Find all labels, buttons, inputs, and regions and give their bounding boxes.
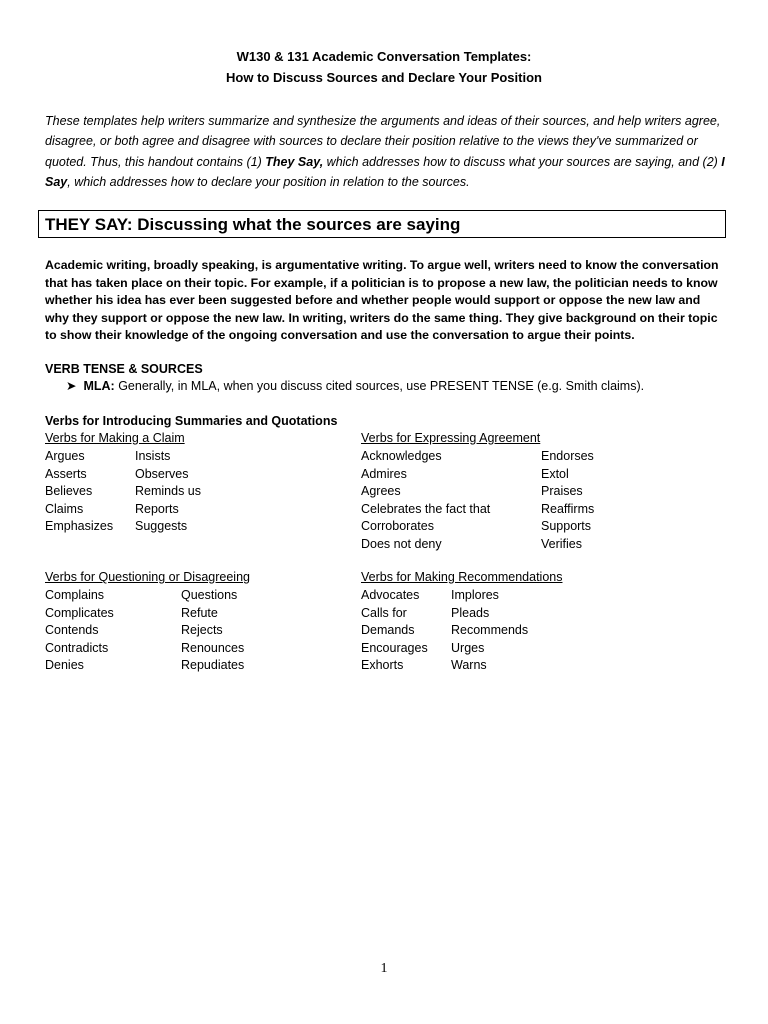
list-item: Endorses xyxy=(541,449,594,463)
agreement-col1 xyxy=(361,448,490,553)
recommendations-col2 xyxy=(451,587,528,675)
questioning-col2 xyxy=(181,587,244,675)
recommendations-col1 xyxy=(361,587,428,675)
list-item: Encourages xyxy=(361,640,428,655)
page-number: 1 xyxy=(380,961,388,976)
list-item: Refute xyxy=(181,605,218,620)
list-item: Urges xyxy=(451,640,485,655)
list-item: Advocates xyxy=(361,588,420,602)
list-item: Agrees xyxy=(361,484,401,498)
claim-heading: Verbs for Making a Claim xyxy=(45,431,185,445)
list-item: Contends xyxy=(45,623,99,637)
questioning-heading: Verbs for Questioning or Disagreeing xyxy=(45,570,250,584)
recommendations-heading: Verbs for Making Recommendations xyxy=(361,570,563,584)
list-item: Praises xyxy=(541,484,583,498)
list-item: Rejects xyxy=(181,623,223,637)
document-title-line1: W130 & 131 Academic Conversation Templates: xyxy=(236,49,532,64)
intro-part1: These templates help writers summarize and synthesize the arguments and ideas of their sources, and help writers agree, disagree, or both agree and disagree with sources to declare their position relative to the views they've summarized or quoted. Thus, this handout contains (1) xyxy=(45,114,721,169)
list-item: Corroborates xyxy=(361,519,434,533)
list-item: Emphasizes xyxy=(45,519,114,533)
section-heading-box xyxy=(38,210,726,238)
list-item: Demands xyxy=(361,623,415,637)
agreement-heading: Verbs for Expressing Agreement xyxy=(361,431,541,445)
list-item: Repudiates xyxy=(181,658,245,672)
claim-col1 xyxy=(45,448,113,536)
questioning-col1 xyxy=(45,587,114,675)
list-item: Extol xyxy=(541,466,569,481)
list-item: Observes xyxy=(135,466,189,481)
list-item: Renounces xyxy=(181,640,245,655)
list-item: Suggests xyxy=(135,519,188,533)
verb-tense-heading: VERB TENSE & SOURCES xyxy=(45,362,203,376)
arrow-bullet-icon: ➤ xyxy=(66,379,77,393)
list-item: Contradicts xyxy=(45,640,109,655)
list-item: Calls for xyxy=(361,605,407,620)
list-item: Verifies xyxy=(541,536,582,551)
list-item: Pleads xyxy=(451,605,490,620)
intro-part3: , which addresses how to declare your position in relation to the sources. xyxy=(67,174,470,189)
list-item: Warns xyxy=(451,658,487,672)
list-item: Denies xyxy=(45,658,84,672)
list-item: Reminds us xyxy=(135,484,201,498)
list-item: Recommends xyxy=(451,623,529,637)
list-item: Insists xyxy=(135,449,171,463)
list-item: Implores xyxy=(451,588,499,602)
intro-paragraph xyxy=(45,111,725,192)
list-item: Questions xyxy=(181,588,238,602)
document-title-line2: How to Discuss Sources and Declare Your Position xyxy=(226,70,542,85)
section-heading: THEY SAY: Discussing what the sources are saying xyxy=(45,215,461,234)
i-say-label: I Say xyxy=(45,154,725,189)
verbs-heading: Verbs for Introducing Summaries and Quotations xyxy=(45,414,338,428)
list-item: Admires xyxy=(361,466,407,481)
list-item: Asserts xyxy=(45,466,87,481)
list-item: Acknowledges xyxy=(361,449,442,463)
list-item: Claims xyxy=(45,501,84,516)
list-item: Reaffirms xyxy=(541,501,595,516)
list-item: Complains xyxy=(45,588,105,602)
mla-bullet xyxy=(66,378,726,396)
list-item: Complicates xyxy=(45,605,114,620)
mla-text: Generally, in MLA, when you discuss cited sources, use PRESENT TENSE (e.g. Smith claims). xyxy=(114,379,645,393)
list-item: Believes xyxy=(45,484,93,498)
body-paragraph: Academic writing, broadly speaking, is argumentative writing. To argue well, writers need to know the conversation that has taken place on their topic. For example, if a politician is to propose a new law, the politician needs to know whether his idea has ever been suggested before and whether people would support or oppose the new law and why they support or oppose the new law. In writing, writers do the same thing. They give background on their topic to show their knowledge of the ongoing conversation and use the conversation to argue their points. xyxy=(45,258,719,342)
list-item: Argues xyxy=(45,449,85,463)
intro-part2: which addresses how to discuss what your sources are saying, and (2) xyxy=(323,154,722,169)
list-item: Reports xyxy=(135,501,179,516)
list-item: Exhorts xyxy=(361,658,404,672)
they-say-label: They Say, xyxy=(265,154,324,169)
list-item: Does not deny xyxy=(361,536,442,551)
claim-col2 xyxy=(135,448,201,536)
list-item: Supports xyxy=(541,519,592,533)
agreement-col2 xyxy=(541,448,594,553)
mla-label: MLA: xyxy=(83,379,115,393)
list-item: Celebrates the fact that xyxy=(361,501,491,516)
